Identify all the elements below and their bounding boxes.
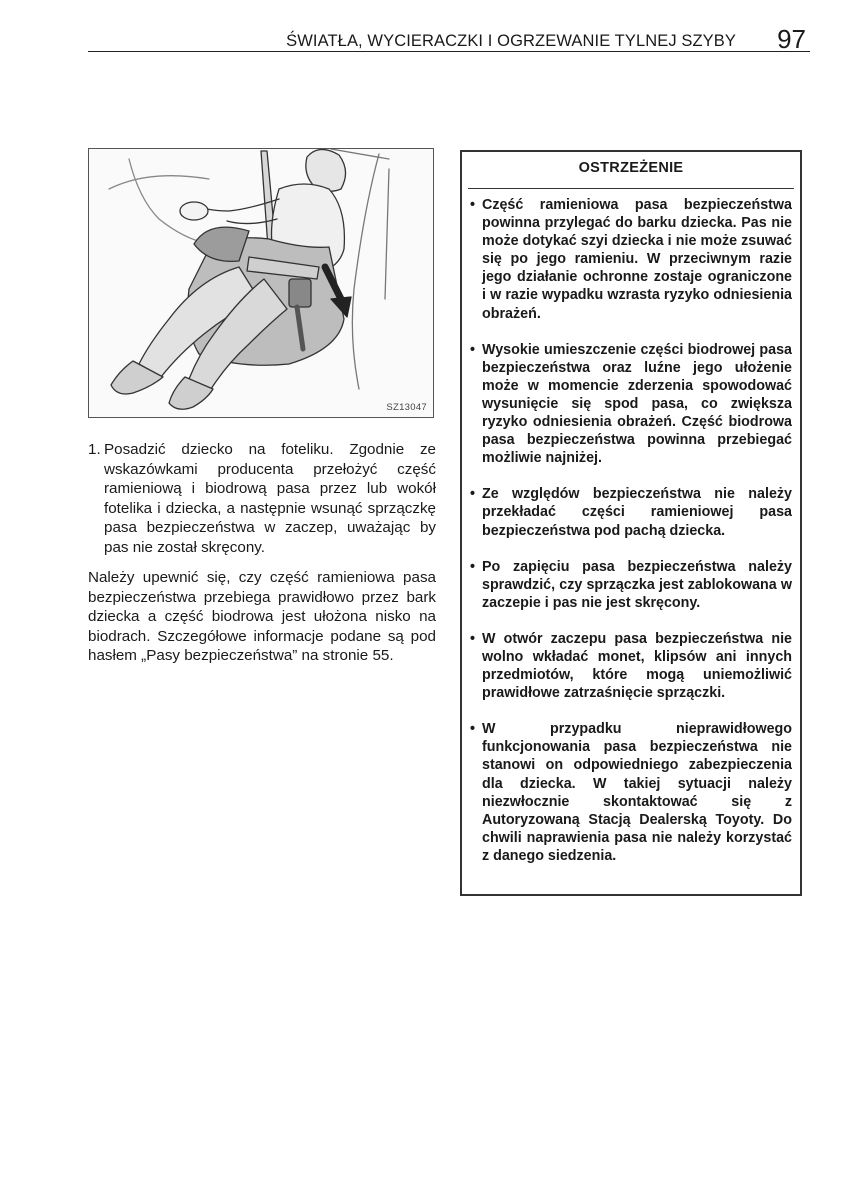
warning-item	[470, 630, 792, 702]
warning-item-text: W przypadku nieprawidłowego funkcjonowania pasa bezpieczeństwa nie stanowi on odpowiedniego zabezpieczenia dla dziecka. W takiej sytuacji należy niezwłocznie skontaktować się z Autoryzowaną Stacją Dealerską Toyoty. Do chwili naprawienia pasa nie należy korzystać z danego siedzenia.	[482, 721, 792, 864]
bullet-icon: •	[470, 630, 476, 647]
page-number: 97	[777, 24, 806, 54]
warning-item	[470, 196, 792, 323]
bullet-icon: •	[470, 341, 476, 358]
bullet-icon: •	[470, 197, 476, 213]
step-text: Posadzić dziecko na foteliku. Zgodnie ze wskazówkami producenta przełożyć część ramieniową i biodrową pasa przez lub wokół fotelika i dziecka, a następnie wsunąć sprzączkę pasa bezpieczeństwa w zaczep, uważając by pas nie został skręcony.	[104, 441, 436, 556]
section-title: ŚWIATŁA, WYCIERACZKI I OGRZEWANIE TYLNEJ SZYBY	[286, 32, 736, 50]
warning-item	[470, 720, 792, 865]
bullet-icon: •	[470, 486, 476, 503]
warning-item	[470, 558, 792, 612]
warning-box	[460, 150, 802, 896]
warning-title: OSTRZEŻENIE	[578, 160, 684, 176]
step-number: 1.	[88, 441, 101, 458]
page-header	[88, 24, 808, 52]
info-paragraph: Należy upewnić się, czy część ramieniowa pasa bezpieczeństwa przebiega prawidłowo przez bark dziecka a część biodrowa jest ułożona nisko na biodrach. Szczegółowe informacje podane są pod hasłem „Pasy bezpieczeństwa” na stronie 55.	[88, 569, 436, 665]
warning-item-text: W otwór zaczepu pasa bezpieczeństwa nie wolno wkładać monet, klipsów ani innych przedmiotów, które mogą uniemożliwić prawidłowe zatrzaśnięcie sprzączki.	[482, 630, 792, 702]
warning-item-text: Wysokie umieszczenie części biodrowej pasa bezpieczeństwa oraz luźne jego ułożenie może w momencie zderzenia spowodować wysunięcie się spod pasa, co zwiększa ryzyko odniesienia obrażeń. Część biodrowa pasa bezpieczeństwa powinna przebiegać możliwie najniżej.	[482, 341, 792, 467]
warning-item	[470, 485, 792, 539]
warning-item-text: Ze względów bezpieczeństwa nie należy przekładać części ramieniowej pasa bezpieczeństwa pod pachą dziecka.	[482, 486, 792, 539]
header-divider	[88, 51, 810, 52]
warning-item	[470, 341, 792, 468]
warning-list	[470, 196, 792, 883]
warning-item-text: Po zapięciu pasa bezpieczeństwa należy sprawdzić, czy sprzączka jest zablokowana w zaczepie i pas nie jest skręcony.	[482, 558, 792, 611]
bullet-icon: •	[470, 721, 476, 738]
warning-divider	[468, 188, 794, 189]
warning-item-text: Część ramieniowa pasa bezpieczeństwa powinna przylegać do barku dziecka. Pas nie może dotykać szyi dziecka i nie może zsuwać się po jego ramieniu. W przeciwnym razie jego działanie ochronne zostaje ograniczone i w razie wypadku wzrasta ryzyko odniesienia obrażeń.	[482, 197, 792, 322]
bullet-icon: •	[470, 558, 476, 575]
child-seat-illustration	[88, 148, 434, 418]
figure-code: SZ13047	[386, 402, 427, 413]
child-booster-seat-drawing	[89, 149, 433, 417]
